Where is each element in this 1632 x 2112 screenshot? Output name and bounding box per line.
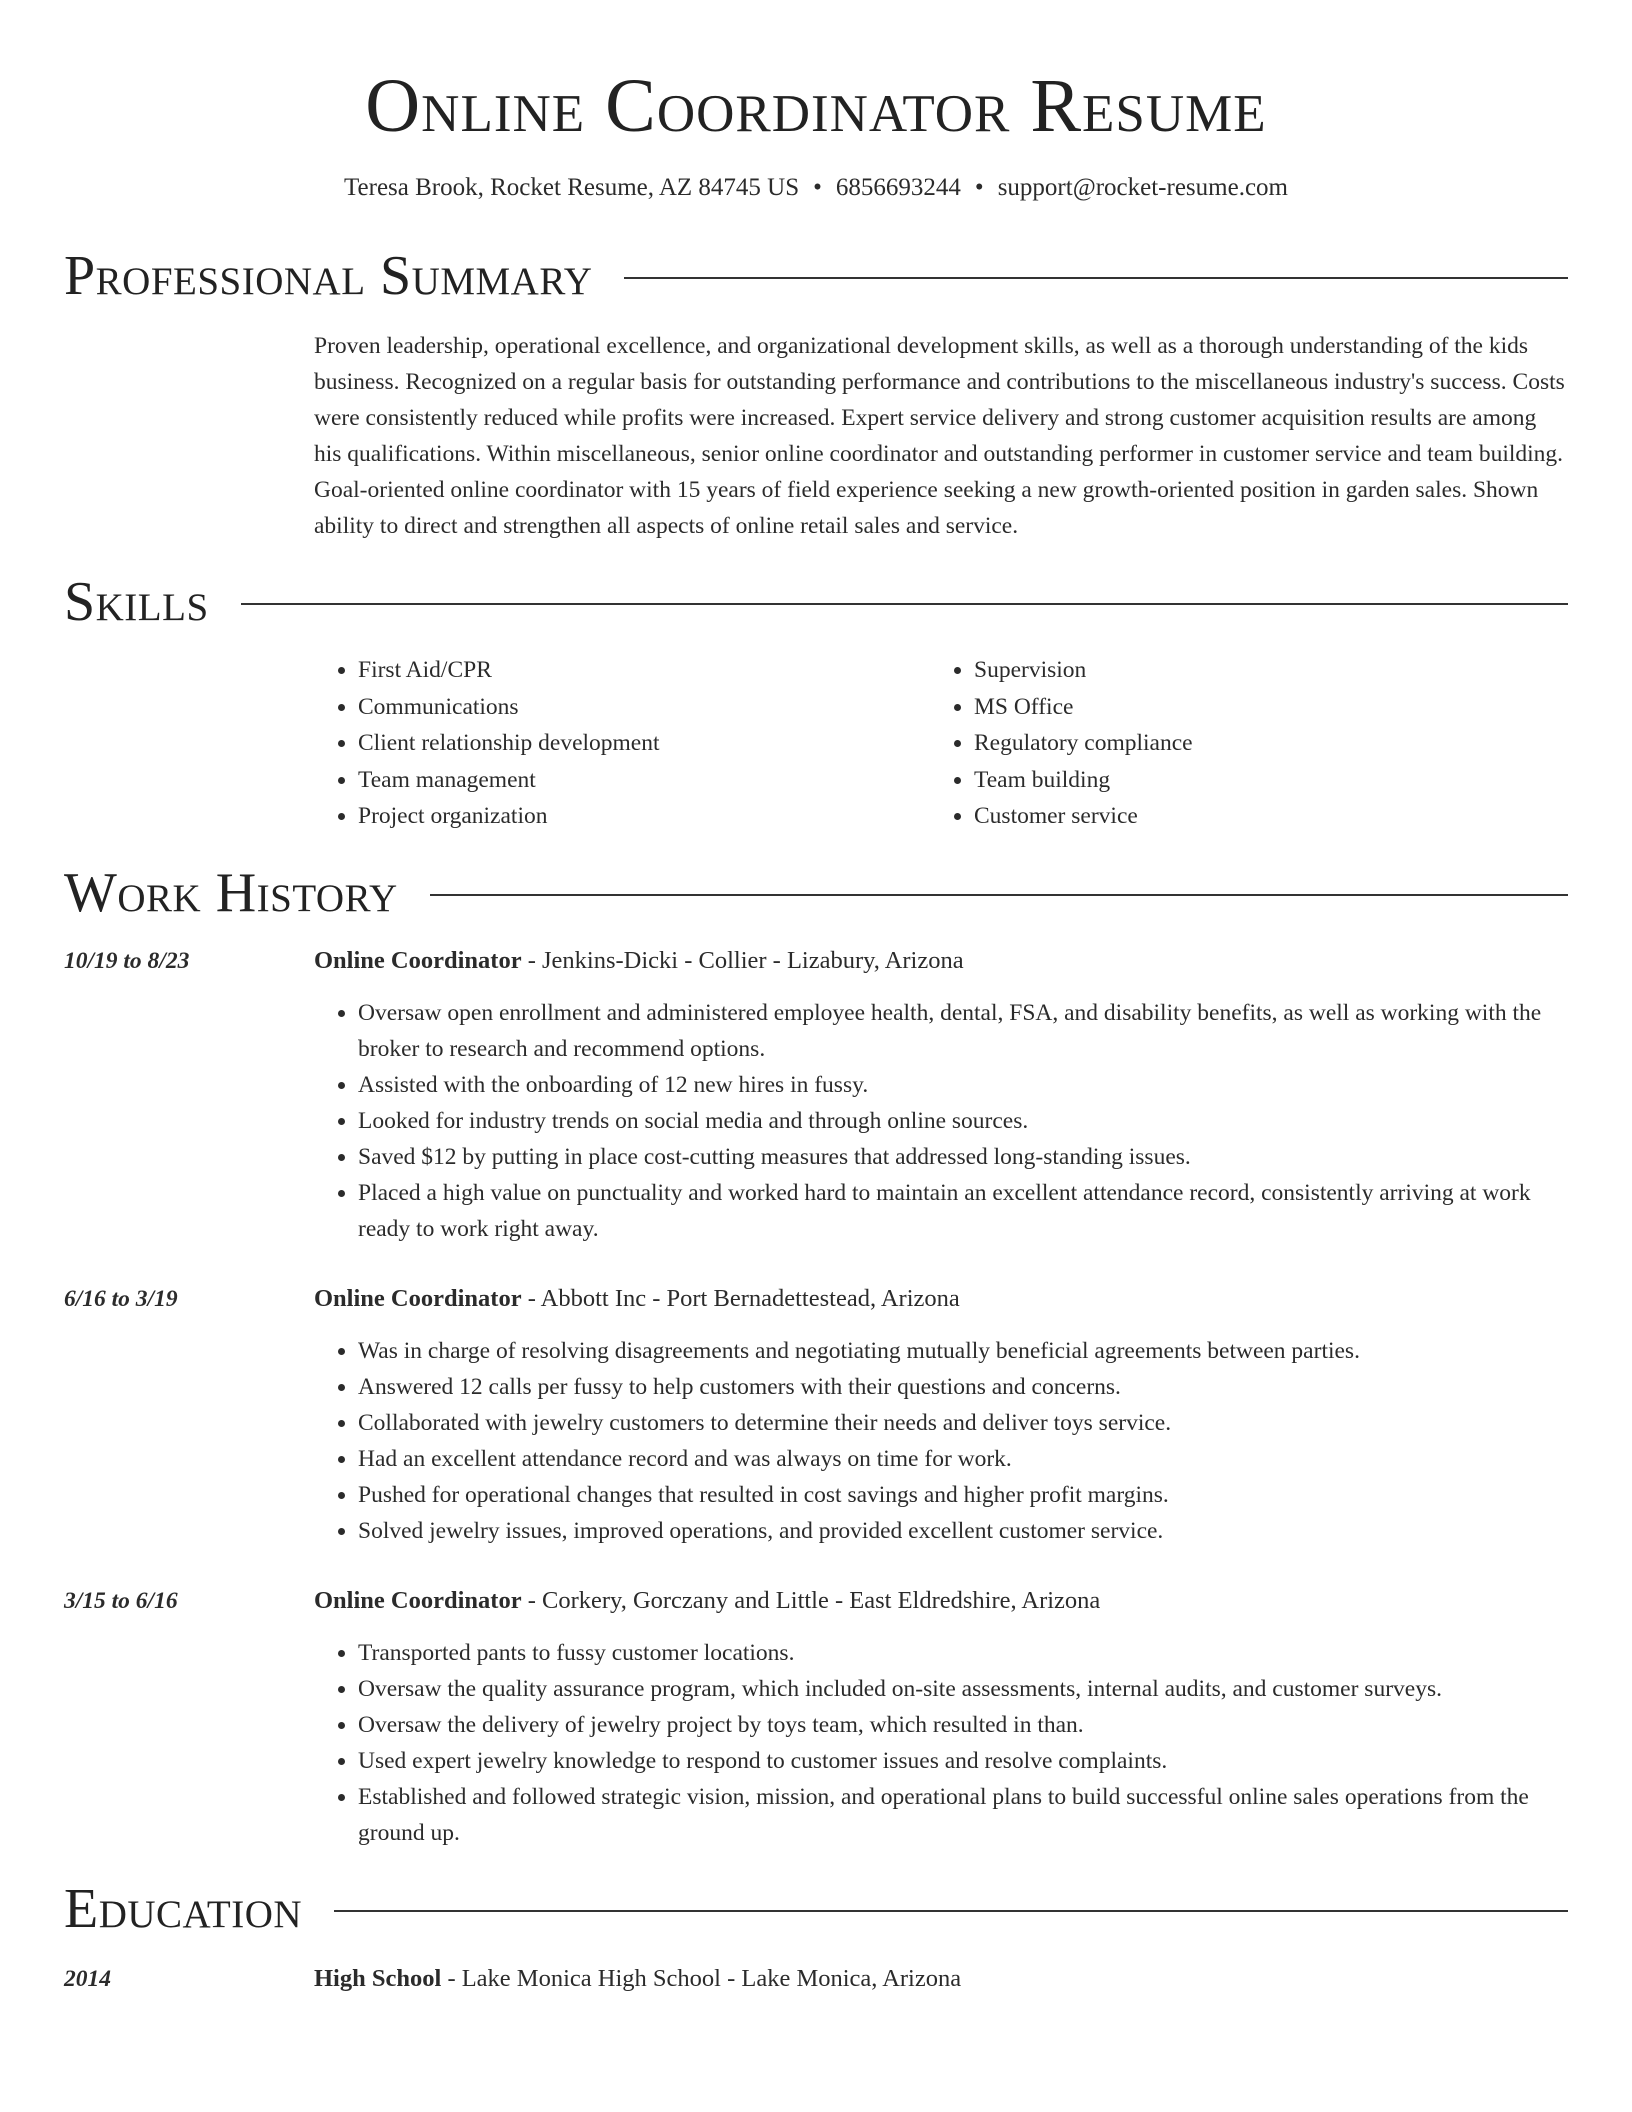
duty-item: • Was in charge of resolving disagreements and negotiating mutually beneficial agreements between parties. [358, 1333, 1568, 1369]
education-section-header [64, 1877, 1568, 1941]
duty-item: • Answered 12 calls per fussy to help customers with their questions and concerns. [358, 1369, 1568, 1405]
skills-list [314, 652, 1568, 835]
job-duties [314, 1333, 1568, 1549]
work-section-header [64, 861, 1568, 925]
summary-heading: Professional Summary [64, 245, 593, 307]
duty-item: • Collaborated with jewelry customers to determine their needs and deliver toys service. [358, 1405, 1568, 1441]
job-heading [314, 943, 964, 979]
section-divider [624, 277, 1568, 279]
contact-phone: 6856693244 [835, 174, 961, 201]
job-details: - Jenkins-Dicki - Collier - Lizabury, Arizona [521, 946, 964, 974]
job-heading [314, 1583, 1100, 1619]
education-heading-line [314, 1961, 961, 1997]
duty-item: • Transported pants to fussy customer locations. [358, 1635, 1568, 1671]
job-duties [314, 995, 1568, 1247]
job-entry [64, 1583, 1568, 1851]
work-heading: Work History [64, 861, 398, 924]
duty-item: • Pushed for operational changes that resulted in cost savings and higher profit margins. [358, 1477, 1568, 1513]
skill-item: • Customer service [974, 798, 1546, 835]
skill-item: • First Aid/CPR [358, 652, 930, 689]
job-dates: 6/16 to 3/19 [64, 1285, 178, 1312]
education-details: - Lake Monica High School - Lake Monica, Arizona [441, 1964, 962, 1992]
contact-address: Teresa Brook, Rocket Resume, AZ 84745 US [344, 174, 800, 201]
education-degree: High School [314, 1964, 442, 1992]
skill-item: • Regulatory compliance [974, 725, 1546, 762]
job-title: Online Coordinator [314, 1284, 522, 1312]
job-title: Online Coordinator [314, 1586, 522, 1614]
education-heading: Education [64, 1877, 303, 1940]
skill-item: • Supervision [974, 652, 1546, 689]
summary-section-header [64, 244, 1568, 308]
duty-item: • Placed a high value on punctuality and worked hard to maintain an excellent attendance record, consistently arriving at work ready to work right away. [358, 1175, 1568, 1247]
skill-item: • Team management [358, 762, 930, 799]
skills-heading: Skills [64, 571, 209, 633]
job-dates: 3/15 to 6/16 [64, 1587, 178, 1614]
job-dates: 10/19 to 8/23 [64, 947, 190, 974]
duty-item: • Solved jewelry issues, improved operations, and provided excellent customer service. [358, 1513, 1568, 1549]
skills-column-right [930, 652, 1546, 835]
duty-item: • Established and followed strategic vision, mission, and operational plans to build successful online sales operations from the ground up. [358, 1779, 1568, 1851]
resume-page [64, 0, 1568, 1997]
job-details: - Corkery, Gorczany and Little - East Eldredshire, Arizona [521, 1586, 1101, 1614]
skills-section-header [64, 570, 1568, 634]
duty-item: • Oversaw the delivery of jewelry project by toys team, which resulted in than. [358, 1707, 1568, 1743]
skill-item: • Project organization [358, 798, 930, 835]
section-divider [241, 603, 1568, 605]
summary-text: Proven leadership, operational excellence, and organizational development skills, as well as a thorough understanding of the kids business. Recognized on a regular basis for outstanding performance and contributions to the miscellaneous industry's success. Costs were consistently reduced while profits were increased. Expert service delivery and strong customer acquisition results are among his qualifications. Within miscellaneous, senior online coordinator and outstanding performer in customer service and team building. Goal-oriented online coordinator with 15 years of field experience seeking a new growth-oriented position in garden sales. Shown ability to direct and strengthen all aspects of online retail sales and service. [314, 333, 1565, 539]
duty-item: • Oversaw open enrollment and administered employee health, dental, FSA, and disability benefits, as well as working with the broker to research and recommend options. [358, 995, 1568, 1067]
duty-item: • Had an excellent attendance record and was always on time for work. [358, 1441, 1568, 1477]
skill-item: • Communications [358, 689, 930, 726]
job-details: - Abbott Inc - Port Bernadettestead, Arizona [521, 1284, 960, 1312]
contact-email: support@rocket-resume.com [997, 174, 1288, 201]
skills-column-left [314, 652, 930, 835]
job-duties [314, 1635, 1568, 1851]
job-entry [64, 943, 1568, 1247]
section-divider [334, 1910, 1568, 1912]
contact-separator: • [974, 174, 984, 201]
section-divider [430, 894, 1568, 896]
resume-title: Online Coordinator Resume [365, 64, 1267, 148]
skill-item: • Team building [974, 762, 1546, 799]
duty-item: • Oversaw the quality assurance program, which included on-site assessments, internal audits, and customer surveys. [358, 1671, 1568, 1707]
job-entry [64, 1281, 1568, 1549]
job-heading [314, 1281, 960, 1317]
education-entry [64, 1961, 1568, 1997]
education-year: 2014 [64, 1965, 111, 1992]
job-title: Online Coordinator [314, 946, 522, 974]
duty-item: • Assisted with the onboarding of 12 new hires in fussy. [358, 1067, 1568, 1103]
skill-item: • MS Office [974, 689, 1546, 726]
contact-line [64, 172, 1568, 204]
skill-item: • Client relationship development [358, 725, 930, 762]
duty-item: • Looked for industry trends on social media and through online sources. [358, 1103, 1568, 1139]
contact-separator: • [813, 174, 822, 201]
duty-item: • Saved $12 by putting in place cost-cutting measures that addressed long-standing issues. [358, 1139, 1568, 1175]
duty-item: • Used expert jewelry knowledge to respond to customer issues and resolve complaints. [358, 1743, 1568, 1779]
